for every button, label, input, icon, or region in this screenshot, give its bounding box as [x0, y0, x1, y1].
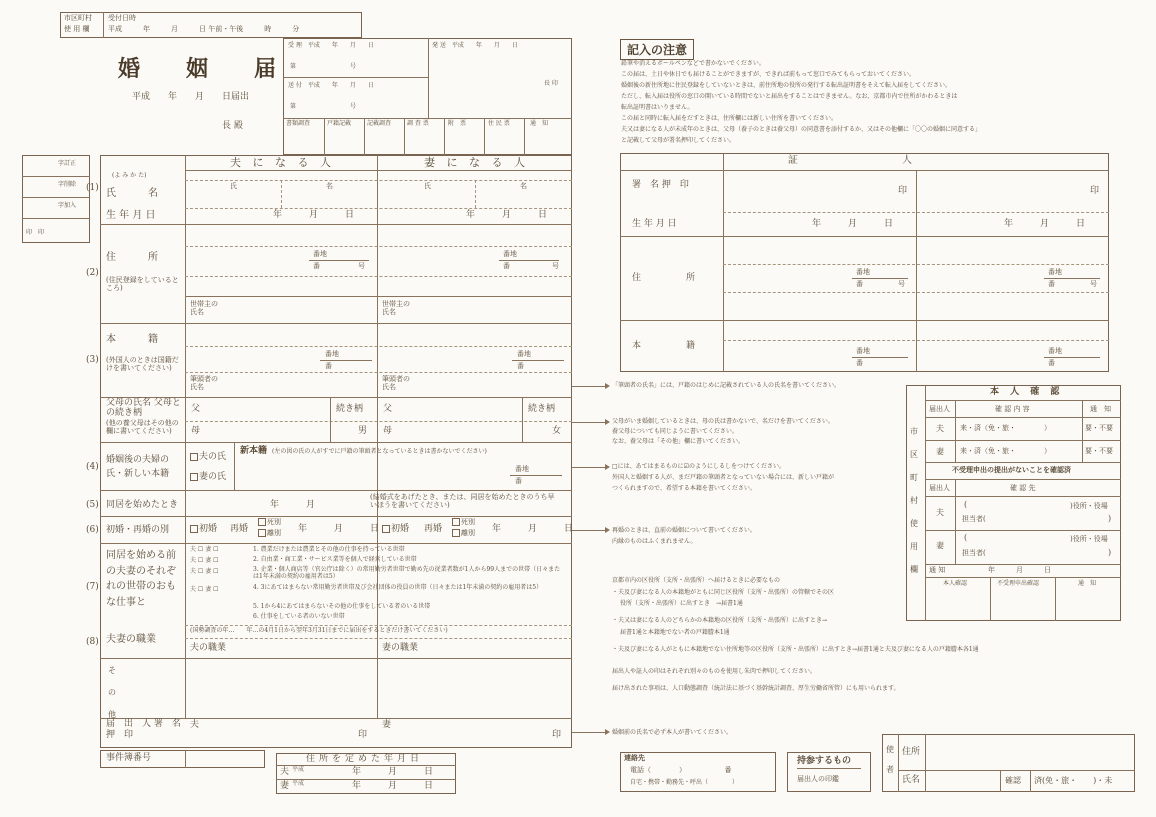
margin-item: 字加入 [58, 202, 77, 209]
witness2-honseki-banchi[interactable]: 番地 [1048, 347, 1062, 355]
witness-honseki-label: 本 籍 [632, 341, 705, 351]
messenger-confirm-label: 確認 [1005, 776, 1021, 785]
husband-first-marriage[interactable]: 初婚 [190, 524, 217, 535]
side-note: ・夫又は妻になる人のどちらかの本籍地の区役所（支所・出張所）に出すとき→ [612, 617, 828, 624]
parents-note: (他の養父母はその他の欄に書いてください) [106, 419, 179, 436]
husband-relation-label: 続き柄 [336, 404, 364, 414]
identity-col: 確 認 内 容 [995, 405, 1030, 413]
side-note: つくられますので、希望する本籍を書いてください。 [612, 485, 756, 492]
wife-father-field[interactable]: 父 [383, 404, 393, 414]
row-number: (4) [86, 462, 99, 472]
identity-col: 届出人 [929, 405, 950, 413]
name-label: 氏 名 [106, 188, 162, 199]
cohabit-label: 同居を始めたとき [106, 500, 179, 510]
wife-remarriage[interactable]: 再婚 [424, 524, 443, 534]
side-note: 届出人や証人の印はそれぞれ別々のものを使用し朱肉で押印してください。 [612, 668, 817, 675]
objection-husband-staff[interactable]: 担当者( [962, 515, 986, 523]
arrow-note-1 [572, 386, 606, 387]
wife-given-field[interactable]: 名 [520, 182, 527, 190]
messenger-label: 使者 [886, 745, 894, 774]
notes-title: 記入の注意 [620, 39, 694, 60]
wife-surname-field[interactable]: 氏 [424, 182, 431, 190]
office-use-label: 市区町村 [64, 14, 92, 22]
cohabit-date-field[interactable]: 年 月 [270, 500, 316, 510]
new-honseki-label: 新本籍 [240, 446, 268, 456]
margin-item: 字削除 [58, 181, 77, 188]
husband-column-header: 夫 に な る 人 [230, 156, 335, 169]
identity-husband: 夫 [936, 424, 944, 433]
messenger-confirm-status[interactable]: 済(免・旅・ )・未 [1034, 776, 1113, 785]
husband-given-field[interactable]: 名 [326, 182, 333, 190]
form-title: 婚 姻 届 [118, 56, 289, 82]
wife-seal: 印 [552, 730, 562, 740]
wife-go[interactable]: 号 [552, 262, 559, 270]
witness1-birth-field[interactable]: 年 月 日 [812, 219, 894, 229]
side-note: なお、養父母は「その他」欄に書いてください。 [612, 438, 745, 445]
husband-go[interactable]: 号 [358, 262, 365, 270]
wife-relation-value: 女 [552, 426, 562, 436]
sent-out-field[interactable]: 発 送 平成 年 月 日 [432, 42, 518, 49]
row-number: (5) [86, 500, 99, 510]
margin-item: 印 印 [26, 229, 45, 236]
witness-address-label: 住 所 [632, 273, 705, 283]
side-note: 役所（支所・出張所）に出すとき →届書1通 [620, 600, 743, 607]
identity-col: 通 知 [1090, 405, 1111, 413]
identity-wife-notify[interactable]: 要・不要 [1085, 447, 1113, 455]
wife-divorce-option[interactable]: 離別 [452, 529, 475, 537]
objection-wife-office[interactable]: )役所・役場 [1070, 535, 1108, 543]
husband-job-field[interactable]: 夫の職業 [190, 643, 227, 653]
other-label: その他 [108, 666, 116, 719]
arrow-note-4 [572, 530, 606, 531]
row-number: (1) [86, 183, 99, 193]
occupation-item: 4. 3にあてはまらない常用勤労者世帯及び会社団体の役員の世帯（日々または1年未満の契約の雇用者は5） [253, 584, 543, 591]
row-number: (8) [86, 637, 99, 647]
cohabit-note: (結婚式をあげたとき、または、同居を始めたときのうち早いほうを書いてください) [370, 493, 555, 510]
signer-label: 届 出 人 署 名 押 印 [106, 719, 190, 740]
witness1-banchi[interactable]: 番地 [856, 268, 870, 276]
arrow-note-3 [572, 467, 606, 468]
occupation-item: 1. 農業だけまたは農業とその他の仕事を持っている世帯 [253, 546, 405, 553]
received-number[interactable]: 第 号 [290, 63, 357, 70]
objection-wife-staff[interactable]: 担当者( [962, 549, 986, 557]
check-item: 記載調査 [367, 120, 392, 127]
witness-sign-label: 署 名 押 印 [632, 180, 689, 190]
residence-wife-date[interactable]: 年 月 日 [352, 781, 434, 791]
contact-title: 連絡先 [624, 753, 645, 762]
side-note: 届け出された事項は、人口動態調査（統計法に基づく基幹統計調査、厚生労働省所管）にも用いられます。 [612, 685, 900, 692]
side-note: ・夫及び妻になる人の本籍地がともに同じ区役所（支所・出張所）の管轄でその区 [612, 589, 835, 596]
birth-label: 生 年 月 日 [106, 210, 156, 221]
residence-date-title: 住所を定めた年月日 [306, 754, 424, 764]
side-note: 外国人と婚姻する人が、まだ戸籍の筆頭者となっていない場合には、新しい戸籍が [612, 474, 835, 481]
husband-surname-field[interactable]: 氏 [230, 182, 237, 190]
side-note: 養父母についても同じように書いてください。 [612, 428, 738, 435]
husband-seal: 印 [358, 730, 368, 740]
honseki-note: (外国人のときは国籍だけを書いてください) [106, 356, 179, 373]
addressee: 長 殿 [222, 121, 243, 131]
marriage-type-label: 初婚・再婚の別 [106, 525, 170, 535]
wife-banchi[interactable]: 番地 [503, 250, 517, 258]
identity-notify-date[interactable]: 年 月 日 [988, 566, 1051, 574]
wife-birth-field[interactable]: 年 月 日 [466, 210, 548, 220]
witness1-honseki-banchi[interactable]: 番地 [856, 347, 870, 355]
identity-bottom-col: 通 知 [1078, 580, 1097, 587]
occupation-item: 3. 企業・個人商店等（官公庁は除く）の常用勤労者世帯で勤め先の従業者数が1人から99人までの世帯（日々または1年未満の契約の雇用者は5） [253, 566, 561, 581]
witness1-honseki-ban[interactable]: 番 [856, 359, 863, 367]
received-field[interactable]: 受 理 平成 年 月 日 [288, 42, 374, 49]
witness2-go[interactable]: 号 [1090, 280, 1097, 288]
occupation-type-label: 同居を始める前の夫妻のそれぞれの世帯のおもな仕事と [106, 550, 176, 608]
confirm-dest-label: 確 認 先 [1010, 484, 1036, 492]
husband-prior-date[interactable]: 年 月 日 [298, 524, 380, 534]
husband-householder[interactable]: 世帯主の氏名 [190, 300, 218, 317]
sent-number[interactable]: 第 号 [290, 103, 357, 110]
wife-honseki-ban[interactable]: 番 [517, 362, 524, 370]
wife-surname-option[interactable]: 妻の氏 [190, 472, 226, 483]
row-number: (3) [86, 355, 99, 365]
objection-wife: 妻 [936, 541, 944, 550]
honseki-label: 本 籍 [106, 334, 162, 345]
identity-bottom-col: 本人確認 [943, 580, 968, 587]
furigana-label: (よ み か た) [112, 172, 147, 179]
witness2-banchi[interactable]: 番地 [1048, 268, 1062, 276]
check-item: 附 票 [448, 120, 467, 127]
check-item: 調 査 票 [407, 120, 429, 127]
parents-label: 父母の氏名 父母との続き柄 [106, 398, 181, 418]
job-label: 夫妻の職業 [106, 634, 156, 645]
wife-relation-label: 続き柄 [528, 404, 556, 414]
new-honseki-ban[interactable]: 番 [515, 477, 522, 485]
wife-death-option[interactable]: 死別 [452, 518, 475, 526]
check-item: 通 知 [530, 120, 549, 127]
identity-notify-label: 通 知 [929, 566, 946, 574]
identity-husband-notify[interactable]: 要・不要 [1085, 424, 1113, 432]
arrow-note-2 [572, 422, 606, 423]
objection-husband: 夫 [936, 508, 944, 517]
wife-first-marriage[interactable]: 初婚 [382, 524, 409, 535]
husband-banchi[interactable]: 番地 [313, 250, 327, 258]
witness2-honseki-ban[interactable]: 番 [1048, 359, 1055, 367]
occupation-item: 5. 1から4にあてはまらないその他の仕事をしている者のいる世帯 [253, 603, 431, 610]
filing-date[interactable]: 平成 年 月 日届出 [132, 92, 250, 102]
wife-prior-date[interactable]: 年 月 日 [492, 524, 574, 534]
row-number: (2) [86, 268, 99, 278]
no-objection-label: 不受理申出の提出がないことを確認済 [952, 465, 1071, 474]
witness2-birth-field[interactable]: 年 月 日 [1004, 219, 1086, 229]
new-surname-label: 婚姻後の夫婦の氏・新しい本籍 [106, 455, 170, 480]
side-note: 内縁のものはふくまれません。 [612, 538, 697, 545]
husband-honseki-banchi[interactable]: 番地 [325, 350, 339, 358]
witness2-seal: 印 [1090, 186, 1100, 196]
messenger-name-label: 氏名 [902, 775, 921, 785]
identity-wife: 妻 [936, 447, 944, 456]
row-number: (7) [86, 582, 99, 592]
wife-head-name[interactable]: 筆頭者の氏名 [382, 375, 410, 392]
wife-mother-field[interactable]: 母 [383, 426, 393, 436]
side-note: 婚姻前の氏名で必ず本人が書いてください。 [612, 729, 733, 736]
address-note: (住民登録をしているところ) [106, 276, 179, 293]
witness2-ban[interactable]: 番 [1048, 280, 1055, 288]
residence-husband-label: 夫 [280, 767, 290, 777]
new-honseki-note: (左の図の氏の人がすでに戸籍の筆頭者となっているときは書かないでください) [272, 448, 487, 455]
contact-phone-field[interactable]: 電話（ ） 番 [630, 766, 732, 774]
check-item: 戸籍記載 [327, 120, 352, 127]
witness-birth-label: 生 年 月 日 [632, 219, 677, 229]
witness1-ban[interactable]: 番 [856, 280, 863, 288]
contact-type-field[interactable]: 自宅・携帯・勤務先・呼出（ ） [630, 779, 739, 786]
husband-head-name[interactable]: 筆頭者の氏名 [190, 375, 218, 392]
objection-husband-office[interactable]: )役所・役場 [1070, 502, 1108, 510]
husband-signature-field[interactable]: 夫 [190, 720, 200, 730]
husband-divorce-option[interactable]: 離別 [258, 529, 281, 537]
husband-mother-field[interactable]: 母 [191, 426, 201, 436]
messenger-address-label: 住所 [902, 747, 921, 757]
occupation-item: 6. 仕事をしている者のいない世帯 [253, 613, 345, 620]
identity-husband-check[interactable]: 来・済（免・旅・ ） [960, 424, 1051, 432]
check-item: 書類調査 [286, 120, 311, 127]
side-note: 京都市内の区役所（支所・出張所）へ届けるときに必要なもの [612, 577, 781, 584]
witness-title: 証 人 [788, 155, 921, 166]
wife-honseki-banchi[interactable]: 番地 [517, 350, 531, 358]
husband-remarriage[interactable]: 再婚 [230, 524, 249, 534]
address-label: 住 所 [106, 252, 162, 263]
husband-relation-value: 男 [358, 426, 368, 436]
case-number-label: 事件簿番号 [106, 753, 152, 763]
residence-era: 平成 [292, 766, 305, 773]
occupation-item: 2. 自由業・商工業・サービス業等を個人で経営している世帯 [253, 556, 417, 563]
wife-column-header: 妻 に な る 人 [424, 156, 529, 169]
chief-seal: 長 印 [544, 80, 558, 87]
identity-col: 届出人 [929, 484, 950, 492]
husband-honseki-ban[interactable]: 番 [325, 362, 332, 370]
wife-householder[interactable]: 世帯主の氏名 [382, 300, 410, 317]
husband-surname-option[interactable]: 夫の氏 [190, 452, 226, 463]
receipt-label: 受付日時 [108, 14, 136, 22]
witness1-seal: 印 [898, 186, 908, 196]
wife-job-field[interactable]: 妻の職業 [382, 643, 419, 653]
arrow-note-8 [572, 732, 606, 733]
side-note: ・夫及び妻になる人がともに本籍地でない住所地等の区役所（支所・出張所）に出すとき→届書1通と夫及び妻になる人の戸籍謄本各1通 [612, 646, 979, 653]
side-note: 再婚のときは、直前の婚姻について書いてください。 [612, 527, 756, 534]
identity-vertical-label: 市区町村使用欄 [910, 427, 918, 574]
identity-title: 本 人 確 認 [990, 387, 1064, 397]
husband-father-field[interactable]: 父 [191, 404, 201, 414]
margin-item: 字訂正 [58, 160, 77, 167]
husband-ban[interactable]: 番 [313, 262, 320, 270]
side-note: 「筆頭者の氏名」には、戸籍のはじめに記載されている人の氏名を書いてください。 [612, 382, 841, 389]
sent-field[interactable]: 送 付 平成 年 月 日 [288, 82, 374, 89]
wife-signature-field[interactable]: 妻 [382, 720, 392, 730]
bring-title: 持参するもの [797, 756, 852, 766]
row-number: (6) [86, 525, 99, 535]
new-honseki-banchi[interactable]: 番地 [515, 465, 529, 473]
receipt-line[interactable]: 平成 年 月 日 午前・午後 時 分 [108, 25, 300, 33]
side-note: 父母がいま婚姻しているときは、母の氏は書かないで、名だけを書いてください。 [612, 418, 834, 425]
identity-wife-check[interactable]: 来・済（免・旅・ ） [960, 447, 1051, 455]
identity-bottom-col: 不受理申出確認 [997, 580, 1040, 587]
witness1-go[interactable]: 号 [898, 280, 905, 288]
husband-birth-field[interactable]: 年 月 日 [273, 210, 355, 220]
side-note: □には、あてはまるものに☑のようにしるしをつけてください。 [612, 463, 786, 470]
side-note: 届書1通と本籍地でない者の戸籍謄本1通 [620, 629, 730, 636]
bring-item: 届出人の印鑑 [797, 775, 839, 783]
husband-death-option[interactable]: 死別 [258, 518, 281, 526]
job-note: (国勢調査の年… 年…の4月1日から翌年3月31日までに届出をするときだけ書いてください) [190, 627, 448, 634]
residence-wife-label: 妻 [280, 781, 290, 791]
wife-ban[interactable]: 番 [503, 262, 510, 270]
check-item: 住 民 票 [488, 120, 510, 127]
residence-era: 平成 [292, 780, 305, 787]
office-use-label2: 使 用 欄 [64, 25, 90, 33]
residence-husband-date[interactable]: 年 月 日 [352, 767, 434, 777]
